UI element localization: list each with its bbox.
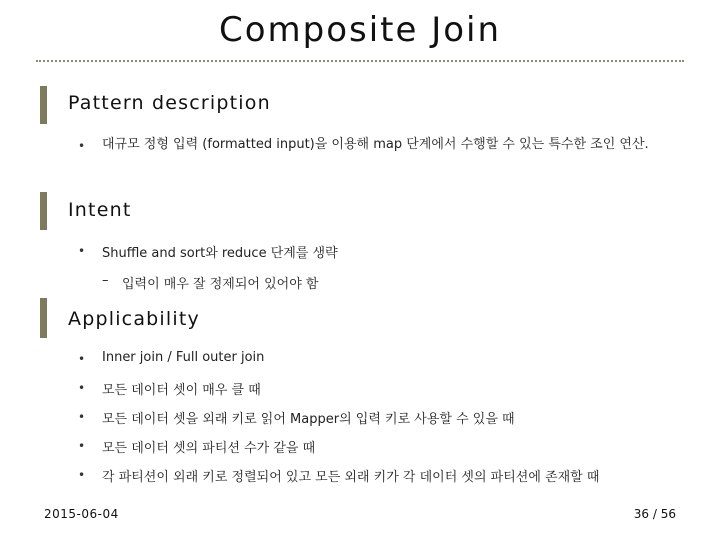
sub-bullet-dash: –: [102, 273, 109, 288]
list-item: 대규모 정형 입력 (formatted input)을 이용해 map 단계에서 수행할 수 있는 특수한 조인 연산.: [102, 137, 649, 152]
list-item: 모든 데이터 셋이 매우 클 때: [102, 383, 261, 398]
bullet: •: [78, 244, 86, 258]
bullet: •: [78, 352, 86, 366]
bullet: •: [78, 439, 86, 453]
footer-date: 2015-06-04: [44, 507, 119, 521]
slide-title: Composite Join: [218, 10, 502, 50]
list-item: Inner join / Full outer join: [102, 350, 265, 365]
page-number: 36 / 56: [633, 507, 676, 521]
section-marker: [40, 86, 47, 124]
sub-list-item: 입력이 매우 잘 정제되어 있어야 함: [122, 277, 319, 292]
section-heading-applicability: Applicability: [68, 308, 200, 330]
list-item: 모든 데이터 셋을 외래 키로 읽어 Mapper의 입력 키로 사용할 수 있을 때: [102, 412, 515, 427]
list-item: 각 파티션이 외래 키로 정렬되어 있고 모든 외래 키가 각 데이터 셋의 파티션에 존재할 때: [102, 470, 600, 485]
title-divider: [36, 60, 684, 62]
section-heading-pattern-description: Pattern description: [68, 92, 271, 114]
bullet: •: [78, 410, 86, 424]
list-item: Shuffle and sort와 reduce 단계를 생략: [102, 246, 338, 261]
section-marker: [40, 298, 47, 338]
section-heading-intent: Intent: [68, 199, 132, 221]
list-item: 모든 데이터 셋의 파티션 수가 같을 때: [102, 441, 316, 456]
bullet: •: [78, 139, 86, 153]
section-marker: [40, 192, 47, 230]
bullet: •: [78, 468, 86, 482]
bullet: •: [78, 381, 86, 395]
